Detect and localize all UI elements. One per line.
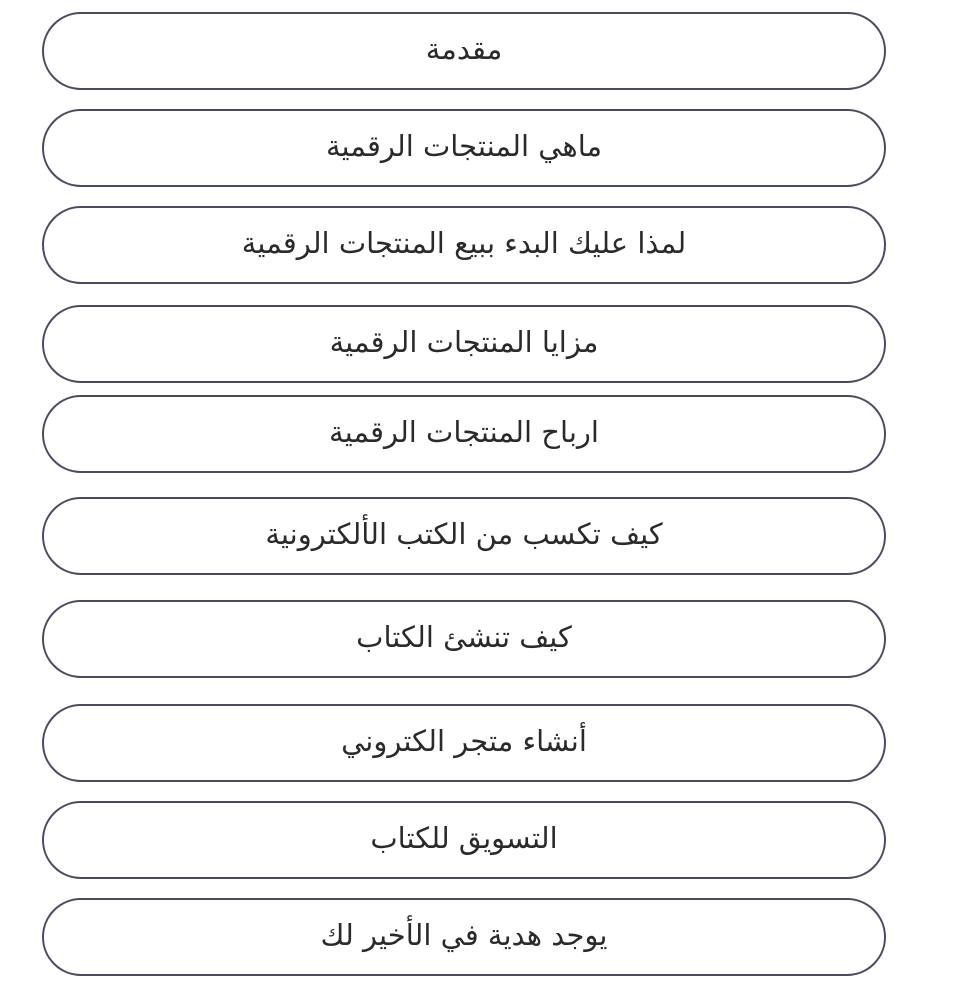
menu-item-label: ماهي المنتجات الرقمية <box>325 128 603 163</box>
menu-item-introduction[interactable] <box>42 12 886 90</box>
menu-item-create-online-store[interactable] <box>42 704 886 782</box>
menu-item-digital-product-profits[interactable] <box>42 395 886 473</box>
menu-item-label: كيف تنشئ الكتاب <box>356 619 572 654</box>
menu-item-create-book[interactable] <box>42 600 886 678</box>
menu-item-why-start-selling[interactable] <box>42 206 886 284</box>
menu-item-earn-from-ebooks[interactable] <box>42 497 886 575</box>
menu-item-label: التسويق للكتاب <box>370 820 558 855</box>
menu-item-label: يوجد هدية في الأخير لك <box>320 917 608 952</box>
menu-item-label: لمذا عليك البدء ببيع المنتجات الرقمية <box>241 225 687 260</box>
menu-item-gift-at-end[interactable] <box>42 898 886 976</box>
menu-item-label: أنشاء متجر الكتروني <box>341 723 587 758</box>
menu-item-digital-product-advantages[interactable] <box>42 305 886 383</box>
menu-item-label: مزايا المنتجات الرقمية <box>329 324 599 359</box>
menu-item-book-marketing[interactable] <box>42 801 886 879</box>
menu-item-label: كيف تكسب من الكتب الألكترونية <box>265 516 663 551</box>
menu-item-what-are-digital-products[interactable] <box>42 109 886 187</box>
menu-item-label: مقدمة <box>425 31 503 66</box>
menu-item-label: ارباح المنتجات الرقمية <box>329 414 599 449</box>
